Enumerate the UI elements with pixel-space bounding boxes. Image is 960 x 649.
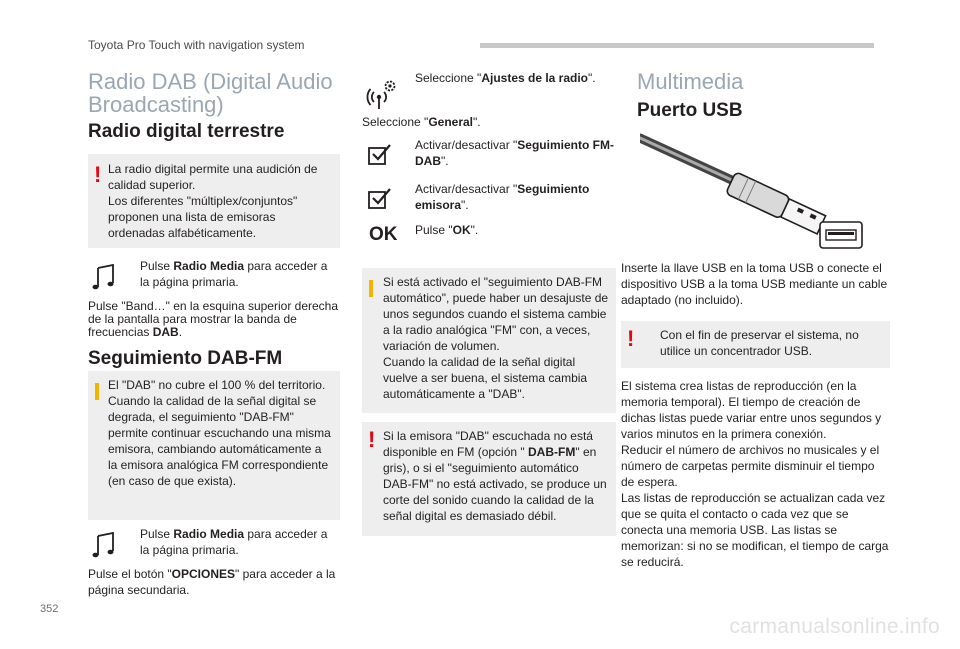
- info-marker-icon: [369, 280, 373, 297]
- step-text-seguimiento-emisora: Activar/desactivar "Seguimiento emisora".: [415, 182, 590, 212]
- radio-settings-icon: [364, 76, 400, 112]
- general-instruction: Seleccione "General".: [362, 115, 481, 129]
- info-text-dab-cobertura: El "DAB" no cubre el 100 % del territorio. Cuando la calidad de la señal digital se degrada, el seguimiento "DAB-FM" permite continuar escuchando una misma emisora, cambiando automáticamente a la emisora analógica FM correspondiente (en caso de que exista).: [108, 378, 331, 488]
- step-text-ajustes-radio: Seleccione "Ajustes de la radio".: [415, 71, 596, 85]
- step-text-ok: Pulse "OK".: [415, 223, 479, 237]
- music-note-icon: [90, 530, 120, 560]
- step-seguimiento-emisora: [362, 181, 616, 217]
- usb-plug-illustration: [640, 130, 870, 255]
- step-text-seguimiento-fm-dab: Activar/desactivar "Seguimiento FM-DAB".: [415, 138, 614, 168]
- info-marker-icon: [95, 383, 99, 400]
- running-header: Toyota Pro Touch with navigation system: [88, 38, 305, 52]
- warning-box-calidad: [88, 154, 340, 248]
- heading-seguimiento-dab-fm: Seguimiento DAB-FM: [88, 348, 283, 369]
- page-number: 352: [40, 603, 59, 615]
- checkbox-checked-icon: [368, 187, 392, 209]
- checkbox-checked-icon: [368, 143, 392, 165]
- warning-icon: !: [627, 326, 635, 351]
- step-text-radio-media-1: Pulse Radio Media para acceder a la página primaria.: [140, 259, 328, 289]
- step-ok: [362, 222, 616, 250]
- band-instruction: Pulse "Band…" en la esquina superior derecha de la pantalla para mostrar la banda de frecuencias DAB.: [88, 299, 339, 339]
- ok-button-icon: OK: [369, 224, 398, 245]
- info-text-seguimiento-auto: Si está activado el "seguimiento DAB-FM automático", puede haber un desajuste de unos segundos cuando el sistema cambie a la radio analógica "FM" con, a veces, variación de volumen. Cuando la calidad de la señal digital vuelve a ser buena, el sistema cambia automáticamente a "DAB".: [383, 275, 609, 401]
- section-title-dab: Radio DAB (Digital Audio Broadcasting): [88, 69, 333, 117]
- music-note-icon: [90, 262, 120, 292]
- listas-reproduccion-text: El sistema crea listas de reproducción (en la memoria temporal). El tiempo de creación de dichas listas puede variar entre unos segundos y varios minutos en la primera conexión. Reducir el número de archivos no musicales y el número de carpetas permite disminuir el tiempo de espera. Las listas de reproducción se actualizan cada vez que se quita el contacto o cada vez que se conecta una memoria USB. Las listas se memorizan: si no se modifican, el tiempo de carga se reducirá.: [621, 379, 889, 569]
- warning-box-concentrador-usb: [621, 321, 890, 368]
- usb-insert-text: Inserte la llave USB en la toma USB o conecte el dispositivo USB a la toma USB mediante un cable adaptado (no incluido).: [621, 261, 888, 307]
- watermark: carmanualsonline.info: [729, 615, 940, 638]
- step-radio-media-2: [88, 526, 340, 562]
- header-rule: [480, 43, 874, 48]
- warning-text-concentrador-usb: Con el fin de preservar el sistema, no utilice un concentrador USB.: [660, 328, 859, 358]
- warning-box-corte-sonido: [362, 422, 616, 536]
- opciones-instruction: Pulse el botón "OPCIONES" para acceder a la página secundaria.: [88, 567, 336, 597]
- heading-radio-digital-terrestre: Radio digital terrestre: [88, 121, 285, 142]
- step-text-radio-media-2: Pulse Radio Media para acceder a la página primaria.: [140, 527, 328, 557]
- info-box-seguimiento-auto: [362, 268, 616, 413]
- section-title-multimedia: Multimedia: [637, 69, 744, 94]
- warning-text-corte-sonido: Si la emisora "DAB" escuchada no está disponible en FM (opción " DAB-FM" en gris), o si el "seguimiento automático DAB-FM" no está activado, se produce un corte del sonido cuando la calidad de la señal digital es demasiado débil.: [383, 429, 607, 523]
- step-radio-media-1: [88, 258, 340, 294]
- warning-text-calidad: La radio digital permite una audición de calidad superior. Los diferentes "múltiplex/conjuntos" proponen una lista de emisoras ordenadas alfabéticamente.: [108, 162, 318, 240]
- step-ajustes-radio: [362, 70, 616, 110]
- info-box-dab-cobertura: [88, 371, 340, 520]
- step-seguimiento-fm-dab: [362, 137, 616, 173]
- warning-icon: !: [368, 427, 376, 452]
- warning-icon: !: [94, 162, 102, 187]
- heading-puerto-usb: Puerto USB: [637, 100, 743, 121]
